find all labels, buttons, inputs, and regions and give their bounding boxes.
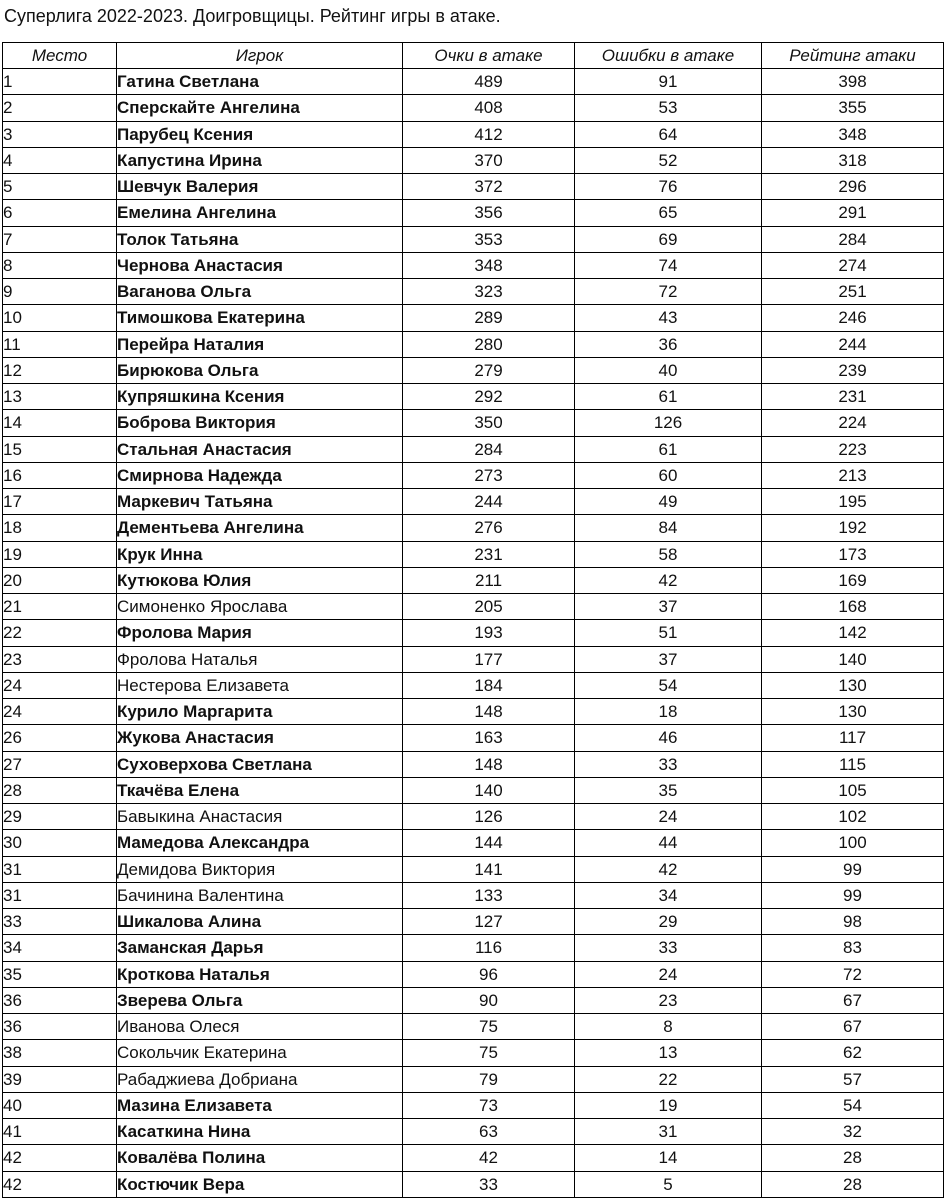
attack-errors-cell: 42 (575, 856, 762, 882)
place-cell: 27 (3, 751, 117, 777)
attack-rating-cell: 213 (762, 462, 944, 488)
attack-errors-cell: 49 (575, 489, 762, 515)
place-cell: 9 (3, 279, 117, 305)
attack-errors-cell: 37 (575, 646, 762, 672)
attack-errors-cell: 53 (575, 95, 762, 121)
player-name-cell: Боброва Виктория (117, 410, 403, 436)
attack-points-cell: 144 (403, 830, 575, 856)
attack-rating-cell: 102 (762, 804, 944, 830)
attack-errors-cell: 64 (575, 121, 762, 147)
place-cell: 24 (3, 699, 117, 725)
place-cell: 31 (3, 856, 117, 882)
player-name-cell: Емелина Ангелина (117, 200, 403, 226)
table-row (3, 594, 944, 620)
table-row (3, 620, 944, 646)
attack-points-cell: 75 (403, 1014, 575, 1040)
attack-errors-cell: 58 (575, 541, 762, 567)
attack-errors-cell: 8 (575, 1014, 762, 1040)
player-name-cell: Кутюкова Юлия (117, 567, 403, 593)
attack-errors-cell: 33 (575, 751, 762, 777)
attack-points-cell: 177 (403, 646, 575, 672)
attack-rating-cell: 142 (762, 620, 944, 646)
place-cell: 20 (3, 567, 117, 593)
player-name-cell: Шикалова Алина (117, 909, 403, 935)
attack-points-cell: 73 (403, 1092, 575, 1118)
attack-rating-cell: 244 (762, 331, 944, 357)
table-row (3, 777, 944, 803)
table-row (3, 672, 944, 698)
attack-errors-cell: 61 (575, 384, 762, 410)
column-header-player: Игрок (117, 43, 403, 69)
table-row (3, 305, 944, 331)
table-row (3, 279, 944, 305)
player-name-cell: Перейра Наталия (117, 331, 403, 357)
player-name-cell: Ткачёва Елена (117, 777, 403, 803)
attack-rating-cell: 54 (762, 1092, 944, 1118)
player-name-cell: Ваганова Ольга (117, 279, 403, 305)
table-body (3, 69, 944, 1198)
table-row (3, 252, 944, 278)
rating-table (2, 42, 944, 1198)
attack-points-cell: 408 (403, 95, 575, 121)
player-name-cell: Сокольчик Екатерина (117, 1040, 403, 1066)
table-row (3, 515, 944, 541)
table-row (3, 69, 944, 95)
place-cell: 33 (3, 909, 117, 935)
attack-rating-cell: 169 (762, 567, 944, 593)
table-row (3, 961, 944, 987)
attack-rating-cell: 355 (762, 95, 944, 121)
attack-points-cell: 163 (403, 725, 575, 751)
attack-points-cell: 63 (403, 1119, 575, 1145)
attack-points-cell: 184 (403, 672, 575, 698)
table-row (3, 987, 944, 1013)
table-row (3, 1066, 944, 1092)
attack-points-cell: 273 (403, 462, 575, 488)
attack-errors-cell: 69 (575, 226, 762, 252)
attack-rating-cell: 318 (762, 147, 944, 173)
player-name-cell: Зверева Ольга (117, 987, 403, 1013)
attack-points-cell: 353 (403, 226, 575, 252)
player-name-cell: Кроткова Наталья (117, 961, 403, 987)
attack-points-cell: 205 (403, 594, 575, 620)
attack-points-cell: 412 (403, 121, 575, 147)
table-row (3, 147, 944, 173)
attack-rating-cell: 348 (762, 121, 944, 147)
player-name-cell: Тимошкова Екатерина (117, 305, 403, 331)
player-name-cell: Фролова Наталья (117, 646, 403, 672)
attack-errors-cell: 33 (575, 935, 762, 961)
attack-points-cell: 356 (403, 200, 575, 226)
table-row (3, 935, 944, 961)
place-cell: 17 (3, 489, 117, 515)
attack-rating-cell: 168 (762, 594, 944, 620)
table-row (3, 1145, 944, 1171)
page-title: Суперлига 2022-2023. Доигровщицы. Рейтинг игры в атаке. (4, 6, 501, 26)
place-cell: 14 (3, 410, 117, 436)
attack-rating-cell: 274 (762, 252, 944, 278)
attack-errors-cell: 23 (575, 987, 762, 1013)
attack-rating-cell: 28 (762, 1171, 944, 1197)
place-cell: 18 (3, 515, 117, 541)
attack-points-cell: 90 (403, 987, 575, 1013)
table-row (3, 331, 944, 357)
attack-errors-cell: 60 (575, 462, 762, 488)
attack-points-cell: 348 (403, 252, 575, 278)
player-name-cell: Фролова Мария (117, 620, 403, 646)
attack-points-cell: 141 (403, 856, 575, 882)
attack-errors-cell: 91 (575, 69, 762, 95)
attack-rating-cell: 173 (762, 541, 944, 567)
attack-points-cell: 372 (403, 174, 575, 200)
attack-rating-cell: 239 (762, 357, 944, 383)
table-row (3, 489, 944, 515)
attack-points-cell: 350 (403, 410, 575, 436)
player-name-cell: Костючик Вера (117, 1171, 403, 1197)
table-row (3, 856, 944, 882)
table-row (3, 462, 944, 488)
attack-rating-cell: 224 (762, 410, 944, 436)
attack-rating-cell: 100 (762, 830, 944, 856)
player-name-cell: Мамедова Александра (117, 830, 403, 856)
attack-rating-cell: 105 (762, 777, 944, 803)
place-cell: 40 (3, 1092, 117, 1118)
place-cell: 2 (3, 95, 117, 121)
place-cell: 6 (3, 200, 117, 226)
attack-points-cell: 193 (403, 620, 575, 646)
attack-rating-cell: 223 (762, 436, 944, 462)
player-name-cell: Маркевич Татьяна (117, 489, 403, 515)
attack-points-cell: 276 (403, 515, 575, 541)
attack-points-cell: 79 (403, 1066, 575, 1092)
place-cell: 23 (3, 646, 117, 672)
attack-rating-cell: 140 (762, 646, 944, 672)
attack-errors-cell: 84 (575, 515, 762, 541)
attack-points-cell: 289 (403, 305, 575, 331)
player-name-cell: Касаткина Нина (117, 1119, 403, 1145)
attack-rating-cell: 231 (762, 384, 944, 410)
place-cell: 26 (3, 725, 117, 751)
attack-errors-cell: 44 (575, 830, 762, 856)
attack-points-cell: 244 (403, 489, 575, 515)
attack-rating-cell: 99 (762, 856, 944, 882)
place-cell: 19 (3, 541, 117, 567)
attack-errors-cell: 65 (575, 200, 762, 226)
player-name-cell: Иванова Олеся (117, 1014, 403, 1040)
place-cell: 11 (3, 331, 117, 357)
player-name-cell: Демидова Виктория (117, 856, 403, 882)
place-cell: 36 (3, 1014, 117, 1040)
attack-errors-cell: 24 (575, 961, 762, 987)
place-cell: 34 (3, 935, 117, 961)
attack-points-cell: 140 (403, 777, 575, 803)
attack-errors-cell: 34 (575, 882, 762, 908)
table-row (3, 95, 944, 121)
table-row (3, 882, 944, 908)
attack-points-cell: 33 (403, 1171, 575, 1197)
player-name-cell: Рабаджиева Добриана (117, 1066, 403, 1092)
attack-points-cell: 126 (403, 804, 575, 830)
player-name-cell: Капустина Ирина (117, 147, 403, 173)
attack-points-cell: 75 (403, 1040, 575, 1066)
column-header-place: Место (3, 43, 117, 69)
attack-rating-cell: 117 (762, 725, 944, 751)
attack-errors-cell: 13 (575, 1040, 762, 1066)
place-cell: 7 (3, 226, 117, 252)
attack-points-cell: 133 (403, 882, 575, 908)
attack-errors-cell: 22 (575, 1066, 762, 1092)
place-cell: 35 (3, 961, 117, 987)
attack-points-cell: 231 (403, 541, 575, 567)
player-name-cell: Ковалёва Полина (117, 1145, 403, 1171)
player-name-cell: Шевчук Валерия (117, 174, 403, 200)
place-cell: 42 (3, 1145, 117, 1171)
player-name-cell: Купряшкина Ксения (117, 384, 403, 410)
attack-rating-cell: 28 (762, 1145, 944, 1171)
attack-rating-cell: 32 (762, 1119, 944, 1145)
attack-errors-cell: 74 (575, 252, 762, 278)
table-row (3, 357, 944, 383)
attack-errors-cell: 40 (575, 357, 762, 383)
attack-errors-cell: 31 (575, 1119, 762, 1145)
place-cell: 28 (3, 777, 117, 803)
table-row (3, 410, 944, 436)
attack-errors-cell: 19 (575, 1092, 762, 1118)
attack-errors-cell: 54 (575, 672, 762, 698)
column-header-errors: Ошибки в атаке (575, 43, 762, 69)
attack-points-cell: 42 (403, 1145, 575, 1171)
attack-points-cell: 116 (403, 935, 575, 961)
player-name-cell: Суховерхова Светлана (117, 751, 403, 777)
player-name-cell: Заманская Дарья (117, 935, 403, 961)
attack-rating-cell: 130 (762, 672, 944, 698)
attack-errors-cell: 51 (575, 620, 762, 646)
table-row (3, 384, 944, 410)
place-cell: 3 (3, 121, 117, 147)
attack-errors-cell: 37 (575, 594, 762, 620)
table-row (3, 699, 944, 725)
attack-rating-cell: 57 (762, 1066, 944, 1092)
player-name-cell: Крук Инна (117, 541, 403, 567)
player-name-cell: Гатина Светлана (117, 69, 403, 95)
place-cell: 24 (3, 672, 117, 698)
attack-points-cell: 284 (403, 436, 575, 462)
attack-rating-cell: 115 (762, 751, 944, 777)
player-name-cell: Нестерова Елизавета (117, 672, 403, 698)
attack-rating-cell: 98 (762, 909, 944, 935)
attack-rating-cell: 62 (762, 1040, 944, 1066)
table-row (3, 174, 944, 200)
attack-rating-cell: 398 (762, 69, 944, 95)
player-name-cell: Бачинина Валентина (117, 882, 403, 908)
table-row (3, 1040, 944, 1066)
table-row (3, 226, 944, 252)
table-row (3, 436, 944, 462)
place-cell: 42 (3, 1171, 117, 1197)
attack-points-cell: 280 (403, 331, 575, 357)
attack-rating-cell: 67 (762, 987, 944, 1013)
attack-errors-cell: 76 (575, 174, 762, 200)
attack-rating-cell: 291 (762, 200, 944, 226)
attack-points-cell: 148 (403, 699, 575, 725)
place-cell: 39 (3, 1066, 117, 1092)
table-row (3, 567, 944, 593)
attack-rating-cell: 130 (762, 699, 944, 725)
table-row (3, 725, 944, 751)
table-row (3, 909, 944, 935)
attack-errors-cell: 126 (575, 410, 762, 436)
attack-errors-cell: 52 (575, 147, 762, 173)
table-row (3, 830, 944, 856)
player-name-cell: Чернова Анастасия (117, 252, 403, 278)
column-header-rating: Рейтинг атаки (762, 43, 944, 69)
table-header-row (3, 43, 944, 69)
player-name-cell: Стальная Анастасия (117, 436, 403, 462)
place-cell: 29 (3, 804, 117, 830)
table-row (3, 541, 944, 567)
table-row (3, 121, 944, 147)
player-name-cell: Дементьева Ангелина (117, 515, 403, 541)
player-name-cell: Смирнова Надежда (117, 462, 403, 488)
place-cell: 13 (3, 384, 117, 410)
attack-points-cell: 489 (403, 69, 575, 95)
place-cell: 12 (3, 357, 117, 383)
player-name-cell: Бавыкина Анастасия (117, 804, 403, 830)
attack-rating-cell: 67 (762, 1014, 944, 1040)
place-cell: 8 (3, 252, 117, 278)
place-cell: 1 (3, 69, 117, 95)
attack-points-cell: 279 (403, 357, 575, 383)
player-name-cell: Жукова Анастасия (117, 725, 403, 751)
attack-rating-cell: 192 (762, 515, 944, 541)
attack-errors-cell: 5 (575, 1171, 762, 1197)
place-cell: 15 (3, 436, 117, 462)
place-cell: 38 (3, 1040, 117, 1066)
attack-rating-cell: 246 (762, 305, 944, 331)
table-row (3, 1014, 944, 1040)
table-row (3, 1119, 944, 1145)
table-row (3, 1092, 944, 1118)
attack-errors-cell: 61 (575, 436, 762, 462)
attack-points-cell: 323 (403, 279, 575, 305)
attack-errors-cell: 18 (575, 699, 762, 725)
attack-rating-cell: 83 (762, 935, 944, 961)
place-cell: 36 (3, 987, 117, 1013)
place-cell: 21 (3, 594, 117, 620)
attack-points-cell: 292 (403, 384, 575, 410)
attack-rating-cell: 284 (762, 226, 944, 252)
attack-errors-cell: 42 (575, 567, 762, 593)
player-name-cell: Толок Татьяна (117, 226, 403, 252)
player-name-cell: Симоненко Ярослава (117, 594, 403, 620)
place-cell: 22 (3, 620, 117, 646)
attack-errors-cell: 35 (575, 777, 762, 803)
table-row (3, 200, 944, 226)
place-cell: 5 (3, 174, 117, 200)
player-name-cell: Бирюкова Ольга (117, 357, 403, 383)
player-name-cell: Мазина Елизавета (117, 1092, 403, 1118)
attack-errors-cell: 72 (575, 279, 762, 305)
attack-errors-cell: 43 (575, 305, 762, 331)
attack-rating-cell: 296 (762, 174, 944, 200)
attack-points-cell: 127 (403, 909, 575, 935)
place-cell: 16 (3, 462, 117, 488)
attack-errors-cell: 14 (575, 1145, 762, 1171)
attack-points-cell: 370 (403, 147, 575, 173)
attack-errors-cell: 29 (575, 909, 762, 935)
attack-points-cell: 96 (403, 961, 575, 987)
player-name-cell: Курило Маргарита (117, 699, 403, 725)
attack-points-cell: 148 (403, 751, 575, 777)
table-row (3, 804, 944, 830)
place-cell: 31 (3, 882, 117, 908)
attack-errors-cell: 36 (575, 331, 762, 357)
table-row (3, 1171, 944, 1197)
table-row (3, 646, 944, 672)
place-cell: 10 (3, 305, 117, 331)
attack-points-cell: 211 (403, 567, 575, 593)
attack-rating-cell: 251 (762, 279, 944, 305)
attack-rating-cell: 195 (762, 489, 944, 515)
attack-rating-cell: 72 (762, 961, 944, 987)
place-cell: 30 (3, 830, 117, 856)
place-cell: 41 (3, 1119, 117, 1145)
attack-errors-cell: 24 (575, 804, 762, 830)
table-row (3, 751, 944, 777)
attack-errors-cell: 46 (575, 725, 762, 751)
player-name-cell: Парубец Ксения (117, 121, 403, 147)
place-cell: 4 (3, 147, 117, 173)
player-name-cell: Сперскайте Ангелина (117, 95, 403, 121)
column-header-points: Очки в атаке (403, 43, 575, 69)
attack-rating-cell: 99 (762, 882, 944, 908)
